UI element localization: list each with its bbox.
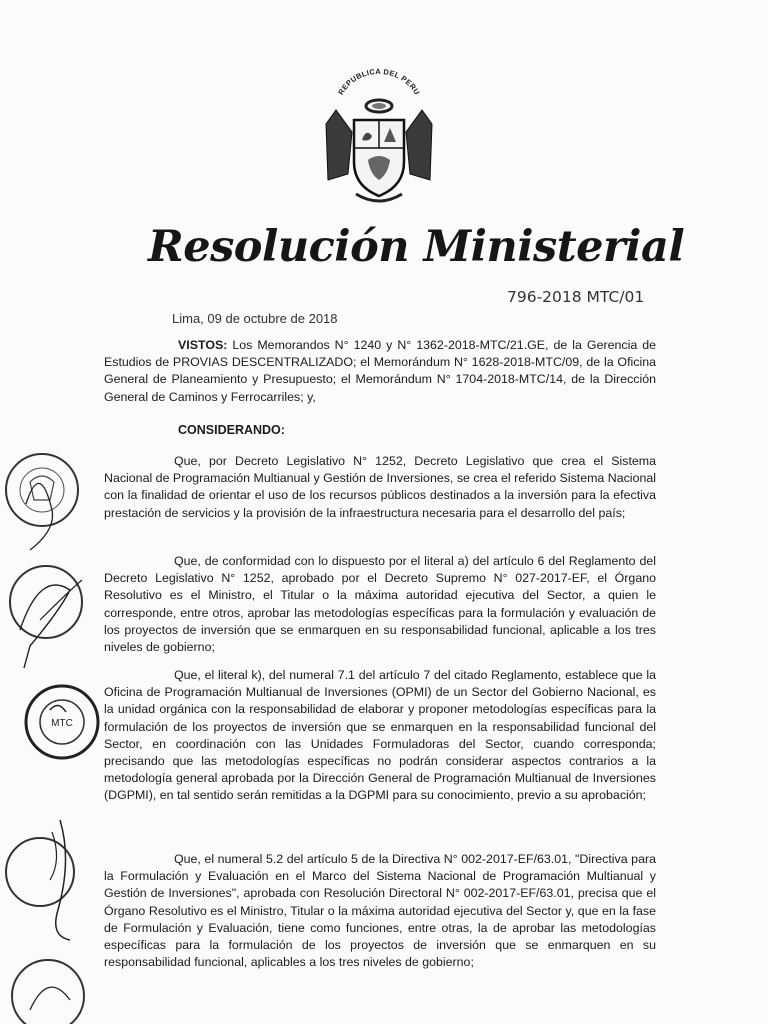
considerando-paragraph-3: Que, el literal k), del numeral 7.1 del artículo 7 del citado Reglamento, establece que la Oficina de Programación Multianual de Inversiones (OPMI) de un Sector del Gobierno Nacional, es la unidad orgánica con la responsabilidad de elaborar y proponer metodologías específicas para la formulación de los proyectos de inversión que se enmarquen en la responsabilidad funcional del Sector, en coordinación con las Unidades Formuladoras del Sector, cuando corresponda; precisando que las metodologías específicas no podrán considerar aspectos contrarios a la metodología general aprobada por la Dirección General de Programación Multianual de Inversiones (DGPMI), en tal sentido serán remitidas a la DGPMI para su conocimiento, previo a su aprobación; bbox=[104, 668, 656, 803]
vistos-label: VISTOS: bbox=[178, 338, 228, 352]
considerando-heading: CONSIDERANDO: bbox=[178, 423, 285, 437]
considerando-paragraph-2: Que, de conformidad con lo dispuesto por el literal a) del artículo 6 del Reglamento del Decreto Legislativo N° 1252, aprobado por el Decreto Supremo N° 027-2017-EF, el Órgano Resolutivo es el Ministro, el Titular o la máxima autoridad ejecutiva del Sector, a quien le corresponde, entre otros, aprobar las metodologías específicas para la formulación y evaluación de los proyectos de inversión que se enmarquen en su responsabilidad funcional, aplicable a los tres niveles de gobierno; bbox=[104, 554, 656, 655]
resolution-number: 796-2018 MTC/01 bbox=[507, 288, 645, 306]
considerando-paragraph-4: Que, el numeral 5.2 del artículo 5 de la Directiva N° 002-2017-EF/63.01, "Directiva para la Formulación y Evaluación en el Marco del Sistema Nacional de Programación Multianual y Gestión de Inversiones", aprobada con Resolución Directoral N° 002-2017-EF/63.01, precisa que el Órgano Resolutivo es el Ministro, Titular o la máxima autoridad ejecutiva del Sector y, que en la fase de Formulación y Evaluación, tiene como funciones, entre otras, la de aprobar las metodologías específicas para la formulación de los proyectos de inversión que se enmarquen en su responsabilidad funcional, aplicables a los tres niveles de gobierno; bbox=[104, 852, 656, 970]
seal-direccion-ejecutiva bbox=[26, 686, 98, 758]
coat-of-arms-icon bbox=[318, 62, 440, 204]
margin-seals bbox=[0, 440, 110, 1024]
seal-transportes-comunicaciones bbox=[6, 454, 78, 550]
vistos-paragraph bbox=[104, 337, 656, 406]
document-title: Resolución Ministerial bbox=[148, 222, 685, 272]
seal-ministro bbox=[10, 566, 82, 668]
vistos-text: Los Memorandos N° 1240 y N° 1362-2018-MTC/21.GE, de la Gerencia de Estudios de PROVIAS DESCENTRALIZADO; el Memorándum N° 1628-2018-MTC/09, de la Oficina General de Planeamiento y Presupuesto; el Memorándum N° 1704-2018-MTC/14, de la Dirección General de Caminos y Ferrocarriles; y, bbox=[104, 338, 656, 404]
svg-text:MTC: MTC bbox=[51, 718, 73, 729]
seal-planeamiento bbox=[12, 960, 84, 1024]
seal-oficina-asesoria bbox=[6, 820, 74, 940]
considerando-paragraph-1: Que, por Decreto Legislativo N° 1252, Decreto Legislativo que crea el Sistema Nacional de Programación Multianual y Gestión de Inversiones, se crea el referido Sistema Nacional con la finalidad de orientar el uso de los recursos públicos destinados a la inversión para la efectiva prestación de servicios y la provisión de la infraestructura necesaria para el desarrollo del país; bbox=[104, 454, 656, 520]
document-date: Lima, 09 de octubre de 2018 bbox=[172, 311, 338, 326]
svg-text:REPUBLICA DEL PERU: REPUBLICA DEL PERU bbox=[336, 66, 422, 97]
